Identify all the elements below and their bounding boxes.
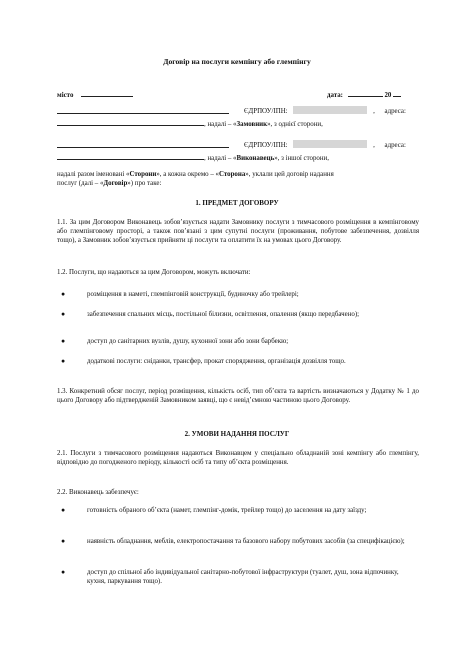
bullet-icon: ●	[61, 358, 66, 365]
customer-name-blank[interactable]	[57, 106, 229, 114]
customer-edrpou: ЄДРПОУ/ІПН: , адреса:	[244, 108, 406, 115]
intro-paragraph: надалі разом іменовані «Сторони», а кожна окремо – «Сторона», уклали цей договір надання послуг (далі – «Договір») про таке:	[57, 171, 334, 188]
customer-address-blank[interactable]	[57, 118, 204, 126]
section-2-heading: 2. УМОВИ НАДАННЯ ПОСЛУГ	[184, 430, 290, 438]
paragraph-2-1: 2.1. Послуги з тимчасового розміщення надаються Виконавцем у спеціально обладнаній зоні кемпінгу або глемпінгу, відповідно до погодженого періоду, кількості осіб та типу об’єкта розміщення.	[57, 450, 419, 467]
contractor-name-blank[interactable]	[57, 140, 229, 148]
edrpou-label-2: ЄДРПОУ/ІПН:	[244, 142, 288, 149]
list-item: ● доступ до спільної або індивідуальної санітарно-побутової інфраструктури (туалет, душ, зона відпочинку, кухня, паркування тощо).	[61, 569, 399, 586]
section-1-heading: 1. ПРЕДМЕТ ДОГОВОРУ	[195, 199, 279, 207]
paragraph-1-1: 1.1. За цим Договором Виконавець зобов’язується надати Замовнику послуги з тимчасового розміщення в кемпінговому або глемпінговому просторі, а також пов’язані з цим супутні послуги (проживання, побутове забезпечення, дозвілля тощо), а Замовник зобов’язується прийняти ці послуги та оплатити їх на умовах цього Договору.	[57, 219, 419, 245]
bullet-icon: ●	[61, 507, 66, 514]
customer-role: Замовник	[236, 121, 268, 128]
bullet-icon: ●	[61, 538, 66, 545]
date-year-prefix: 20	[384, 92, 392, 99]
list-item: ● розміщення в наметі, глемпінговій конструкції, будиночку або трейлері;	[61, 291, 299, 298]
paragraph-1-3: 1.3. Конкретний обсяг послуг, період розміщення, кількість осіб, тип об’єкта та вартість визначаються у Додатку № 1 до цього Договору або підтвердженій Замовником заявці, що є невід’ємною частиною цього Договору.	[57, 388, 419, 405]
list-item: ● наявність обладнання, меблів, електропостачання та базового набору побутових засобів (за специфікацією);	[61, 538, 405, 545]
address-label: адреса:	[384, 108, 406, 115]
contractor-line-2	[57, 152, 329, 163]
year-blank[interactable]	[393, 89, 401, 97]
city-label: місто	[57, 92, 74, 99]
bullet-icon: ●	[61, 291, 66, 298]
city-blank[interactable]	[81, 89, 133, 97]
customer-line-2	[57, 118, 323, 129]
list-item: ● готовність обраного об’єкта (намет, глемпінг-домік, трейлер тощо) до заселення на дату заїзду;	[61, 507, 367, 514]
date-label: дата	[327, 92, 341, 99]
contractor-address-blank[interactable]	[57, 152, 204, 160]
contractor-edrpou-field[interactable]	[293, 140, 367, 148]
contractor-text-pre: , надалі – «	[204, 155, 237, 162]
city-field[interactable]	[57, 89, 133, 100]
customer-line-1	[57, 106, 229, 117]
edrpou-label: ЄДРПОУ/ІПН:	[244, 108, 288, 115]
list-item: ● доступ до санітарних вузлів, душу, кухонної зони або зони барбекю;	[61, 338, 289, 345]
contractor-edrpou: ЄДРПОУ/ІПН: , адреса:	[244, 142, 406, 149]
list-item: ● забезпечення спальних місць, постільної білизни, освітлення, опалення (якщо передбачено);	[61, 311, 360, 318]
date-field[interactable]: дата: 20	[327, 89, 401, 100]
address-label-2: адреса:	[384, 142, 406, 149]
bullet-icon: ●	[61, 569, 66, 576]
customer-text-pre: , надалі – «	[204, 121, 237, 128]
customer-text-post: », з однієї сторони,	[267, 121, 323, 128]
customer-edrpou-field[interactable]	[293, 106, 367, 114]
paragraph-2-2: 2.2. Виконавець забезпечує:	[57, 489, 139, 496]
paragraph-1-2: 1.2. Послуги, що надаються за цим Договором, можуть включати:	[57, 269, 251, 276]
bullet-icon: ●	[61, 311, 66, 318]
contractor-text-post: », з іншої сторони,	[274, 155, 329, 162]
date-blank[interactable]	[348, 89, 383, 97]
list-item: ● додаткові послуги: сніданки, трансфер, прокат спорядження, організація дозвілля тощо.	[61, 358, 346, 365]
contractor-line-1	[57, 140, 229, 151]
bullet-icon: ●	[61, 338, 66, 345]
contractor-role: Виконавець	[236, 155, 275, 162]
document-title: Договір на послуги кемпінгу або глемпінгу	[163, 57, 311, 66]
